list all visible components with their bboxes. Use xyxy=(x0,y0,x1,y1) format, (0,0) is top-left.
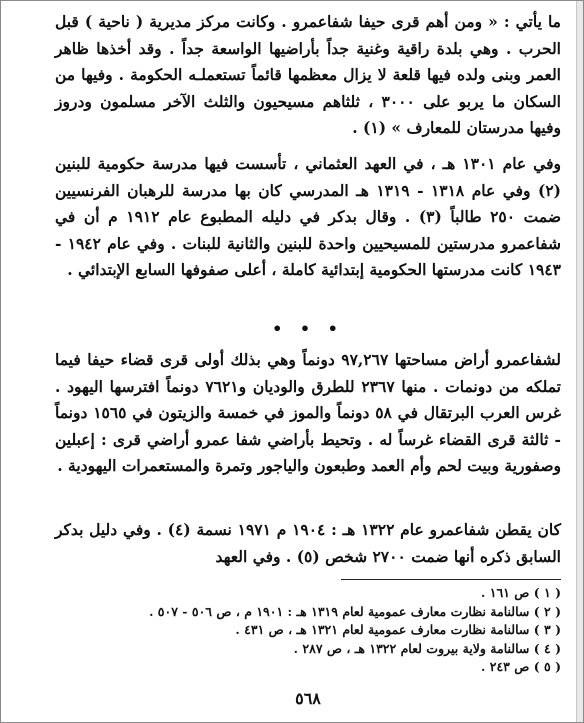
vertical-scrollbar[interactable] xyxy=(576,1,583,722)
paragraph-4: كان يقطن شفاعمرو عام ١٣٢٢ هـ : ١٩٠٤ م ١٩٧١ نسمة (٤) . وفي دليل بدكر السابق ذكره أنها ضمت ٢٧٠٠ شخص (٥) . وفي العهد xyxy=(55,520,561,566)
page-number: ٥٦٨ xyxy=(295,689,321,708)
section-separator: • • • xyxy=(272,319,344,338)
footnote-rule xyxy=(341,579,561,580)
footnote-5: ( ٥ ) ص ٢٤٣ . xyxy=(481,659,561,674)
footnote-3: ( ٣ ) سالنامة نظارت معارف عمومية لعام ١٣٢١ هـ ، ص ٤٣١ . xyxy=(235,622,561,637)
footnote-1: ( ١ ) ص ١٦١ . xyxy=(481,585,561,600)
footnote-2: ( ٢ ) سالنامة نظارت معارف عمومية لعام ١٣١٩ هـ : ١٩٠١ م ، ص ٥٠٦ - ٥٠٧ . xyxy=(149,603,561,619)
paragraph-2: وفي عام ١٣٠١ هـ ، في العهد العثماني ، تأسست فيها مدرسة حكومية للبنين (٢) وفي عام ١٣١٨ - ١٣١٩ هـ المدرسي كان بها مدرسة للرهبان الفرنسيين ضمت ٢٥٠ طالباً (٣) . وقال بدكر في دليله المطبوع عام ١٩١٢ م أن في شفاعمرو مدرستين للمسيحيين واحدة للبنين والثانية للبنات . وفي عام ١٩٤٢ - ١٩٤٣ كانت مدرستها الحكومية إبتدائية كاملة ، أعلى صفوفها السابع الإبتدائي . xyxy=(55,154,561,279)
footnote-4: ( ٤ ) سالنامة ولاية بيروت لعام ١٣٢٢ هـ ، ص ٢٨٧ . xyxy=(293,640,561,656)
paragraph-1: ما يأتي : « ومن أهم قرى حيفا شفاعمرو . وكانت مركز مديرية ( ناحية ) قبل الحرب . وهي بلدة راقية وغنية جداً بأراضيها الواسعة جداً . وقد أخذها ظاهر العمر وبنى ولده فيها قلعة لا يزال معظمها قائماً تستعملـه الحكومة . وفيها من السكان ما يربو على ٣٠٠٠ ، ثلثاهم مسيحيون والثلث الآخر مسلمون ودروز وفيها مدرستان للمعارف » (١) . xyxy=(55,12,561,137)
book-page xyxy=(55,9,561,715)
paragraph-3: لشفاعمرو أراض مساحتها ٩٧,٢٦٧ دونماً وهي بذلك أولى قرى قضاء حيفا فيما تملكه من دونمات . منها ٢٣٦٧ للطرق والوديان و٧٦٢١ دونماً افترسها اليهود . غرس العرب البرتقال في ٥٨ دونماً والموز في خمسة والزيتون في ١٥٦٥ دونماً - ثالثة قرى القضاء غرساً له . وتحيط بأراضي شفا عمرو أراضي قرى : إعبلين وصفورية وبيت لحم وأم العمد وطبعون والياجور وتمرة والمستعمرات اليهودية . xyxy=(55,350,561,475)
